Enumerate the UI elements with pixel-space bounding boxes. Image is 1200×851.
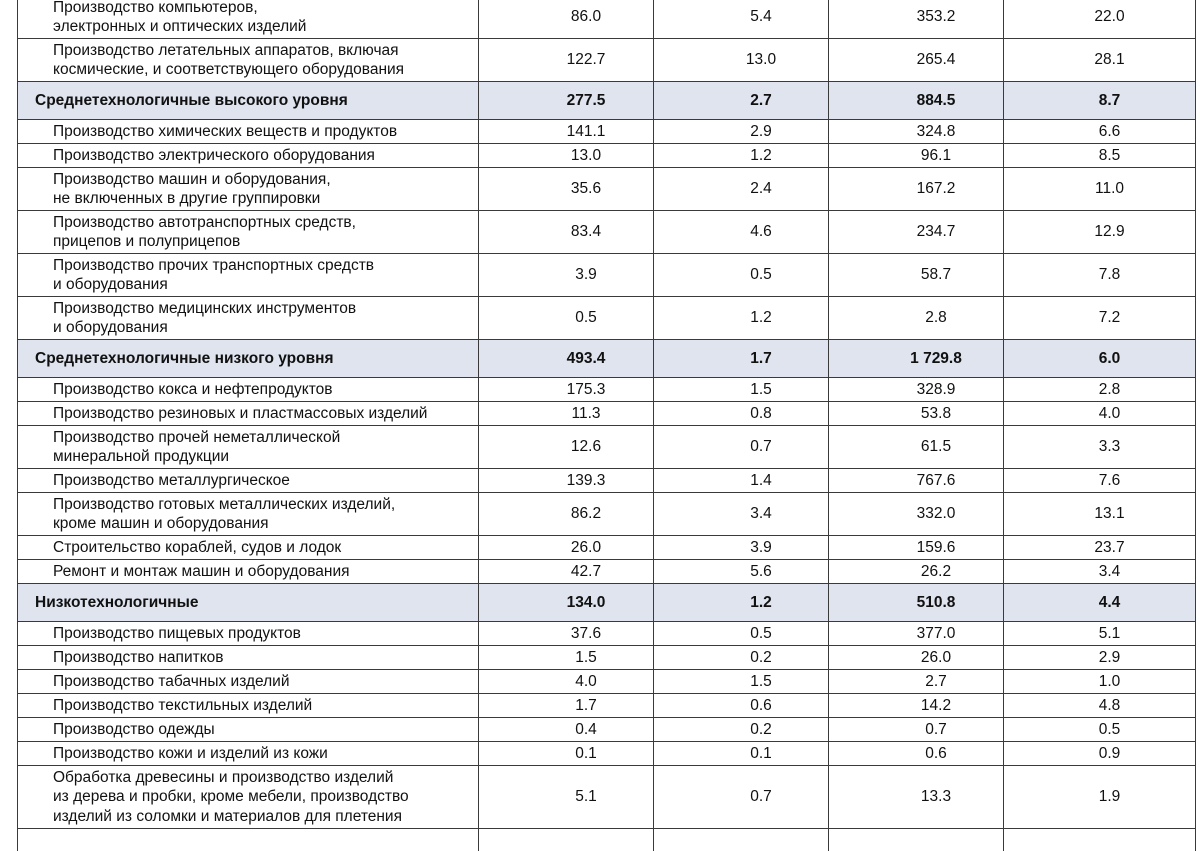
row-label-line: из дерева и пробки, кроме мебели, производство (53, 787, 474, 807)
row-label (18, 646, 479, 670)
value-cell-col4: 7.2 (1004, 297, 1196, 340)
row-label (18, 168, 479, 211)
table-row (18, 646, 1196, 670)
value-cell-col1: 122.7 (479, 39, 654, 82)
value-cell-col3: 58.7 (829, 254, 1004, 297)
row-label (18, 536, 479, 560)
row-label (18, 82, 479, 120)
value-cell-col1: 4.0 (479, 670, 654, 694)
value-cell-col4: 8.5 (1004, 144, 1196, 168)
section-row (18, 340, 1196, 378)
value-cell-col2: 2.9 (654, 120, 829, 144)
row-label-line: Низкотехнологичные (35, 593, 474, 613)
value-cell-col1: 12.6 (479, 426, 654, 469)
value-cell-col1: 139.3 (479, 469, 654, 493)
value-cell-col4: 6.6 (1004, 120, 1196, 144)
value-cell-col1: 86.2 (479, 493, 654, 536)
row-label-line: Производство компьютеров, (53, 0, 474, 17)
row-label (18, 297, 479, 340)
value-cell-col2: 0.5 (654, 254, 829, 297)
value-cell-col3: 1 729.8 (829, 340, 1004, 378)
row-label (18, 254, 479, 297)
row-label-line: Производство пищевых продуктов (53, 624, 474, 644)
value-cell-col3: 353.2 (829, 0, 1004, 39)
row-label-line: прицепов и полуприцепов (53, 232, 474, 252)
value-cell-col3: 324.8 (829, 120, 1004, 144)
table-row (18, 168, 1196, 211)
value-cell-col2: 0.2 (654, 718, 829, 742)
row-label (18, 584, 479, 622)
value-cell-col2: 3.4 (654, 493, 829, 536)
row-label (18, 120, 479, 144)
value-cell-col4: 8.7 (1004, 82, 1196, 120)
value-cell-col3: 2.7 (829, 670, 1004, 694)
value-cell-col1: 175.3 (479, 378, 654, 402)
value-cell-col3: 13.3 (829, 766, 1004, 829)
row-label-line: Производство прочей неметаллической (53, 428, 474, 448)
cell-empty (654, 829, 829, 851)
row-label-line: Ремонт и монтаж машин и оборудования (53, 562, 474, 582)
value-cell-col4: 0.5 (1004, 718, 1196, 742)
value-cell-col1: 1.5 (479, 646, 654, 670)
value-cell-col2: 1.2 (654, 297, 829, 340)
table-row (18, 297, 1196, 340)
value-cell-col1: 141.1 (479, 120, 654, 144)
row-label (18, 0, 479, 39)
value-cell-col2: 0.2 (654, 646, 829, 670)
value-cell-col1: 35.6 (479, 168, 654, 211)
value-cell-col1: 134.0 (479, 584, 654, 622)
row-label (18, 426, 479, 469)
value-cell-col3: 61.5 (829, 426, 1004, 469)
row-label (18, 560, 479, 584)
value-cell-col4: 28.1 (1004, 39, 1196, 82)
value-cell-col3: 159.6 (829, 536, 1004, 560)
value-cell-col3: 96.1 (829, 144, 1004, 168)
value-cell-col1: 37.6 (479, 622, 654, 646)
row-label (18, 144, 479, 168)
row-label-line: Производство летательных аппаратов, включая (53, 41, 474, 61)
table-row (18, 378, 1196, 402)
value-cell-col1: 0.5 (479, 297, 654, 340)
table-row (18, 718, 1196, 742)
cell-empty (1004, 829, 1196, 851)
row-label-line: Производство автотранспортных средств, (53, 213, 474, 233)
table-row (18, 426, 1196, 469)
table-row (18, 469, 1196, 493)
row-label (18, 718, 479, 742)
value-cell-col2: 1.5 (654, 378, 829, 402)
value-cell-col4: 4.4 (1004, 584, 1196, 622)
value-cell-col1: 11.3 (479, 402, 654, 426)
value-cell-col3: 167.2 (829, 168, 1004, 211)
technology-level-table (17, 0, 1196, 851)
row-label-line: Производство напитков (53, 648, 474, 668)
value-cell-col4: 6.0 (1004, 340, 1196, 378)
row-label-line: Производство химических веществ и продуктов (53, 122, 474, 142)
value-cell-col2: 0.7 (654, 426, 829, 469)
row-label-line: Производство кокса и нефтепродуктов (53, 380, 474, 400)
value-cell-col3: 26.0 (829, 646, 1004, 670)
table-body (18, 0, 1196, 829)
value-cell-col1: 42.7 (479, 560, 654, 584)
row-label (18, 766, 479, 829)
row-label-line: Среднетехнологичные высокого уровня (35, 91, 474, 111)
cell-empty (479, 829, 654, 851)
row-label-line: электронных и оптических изделий (53, 17, 474, 37)
table-row (18, 536, 1196, 560)
table-row (18, 120, 1196, 144)
row-label (18, 402, 479, 426)
table-row (18, 742, 1196, 766)
value-cell-col4: 1.0 (1004, 670, 1196, 694)
value-cell-col1: 0.1 (479, 742, 654, 766)
value-cell-col1: 1.7 (479, 694, 654, 718)
value-cell-col2: 3.9 (654, 536, 829, 560)
value-cell-col2: 1.2 (654, 144, 829, 168)
value-cell-col4: 0.9 (1004, 742, 1196, 766)
value-cell-col1: 13.0 (479, 144, 654, 168)
value-cell-col2: 4.6 (654, 211, 829, 254)
row-label-line: Производство электрического оборудования (53, 146, 474, 166)
section-row (18, 82, 1196, 120)
value-cell-col2: 1.5 (654, 670, 829, 694)
value-cell-col4: 7.6 (1004, 469, 1196, 493)
row-label-line: Производство табачных изделий (53, 672, 474, 692)
table-row (18, 0, 1196, 39)
value-cell-col1: 0.4 (479, 718, 654, 742)
row-label (18, 622, 479, 646)
value-cell-col4: 22.0 (1004, 0, 1196, 39)
value-cell-col2: 0.8 (654, 402, 829, 426)
cell-empty (829, 829, 1004, 851)
value-cell-col3: 332.0 (829, 493, 1004, 536)
row-label-line: Производство резиновых и пластмассовых изделий (53, 404, 474, 424)
row-label-line: Производство текстильных изделий (53, 696, 474, 716)
row-label-line: изделий из соломки и материалов для плетения (53, 807, 474, 827)
row-label-line: минеральной продукции (53, 447, 474, 467)
table-row (18, 560, 1196, 584)
row-label (18, 378, 479, 402)
value-cell-col4: 12.9 (1004, 211, 1196, 254)
value-cell-col2: 5.4 (654, 0, 829, 39)
value-cell-col4: 11.0 (1004, 168, 1196, 211)
value-cell-col3: 884.5 (829, 82, 1004, 120)
value-cell-col2: 0.5 (654, 622, 829, 646)
table-row (18, 829, 1196, 851)
value-cell-col2: 0.1 (654, 742, 829, 766)
row-label-line: космические, и соответствующего оборудования (53, 60, 474, 80)
row-label-line: Обработка древесины и производство изделий (53, 768, 474, 788)
table-row (18, 211, 1196, 254)
value-cell-col1: 277.5 (479, 82, 654, 120)
row-label-line: Производство одежды (53, 720, 474, 740)
value-cell-col1: 5.1 (479, 766, 654, 829)
section-row (18, 584, 1196, 622)
table-row (18, 766, 1196, 829)
row-label (18, 670, 479, 694)
value-cell-col2: 1.2 (654, 584, 829, 622)
value-cell-col4: 13.1 (1004, 493, 1196, 536)
value-cell-col3: 26.2 (829, 560, 1004, 584)
table-row (18, 622, 1196, 646)
value-cell-col3: 53.8 (829, 402, 1004, 426)
value-cell-col2: 13.0 (654, 39, 829, 82)
row-label-line: Производство машин и оборудования, (53, 170, 474, 190)
value-cell-col4: 3.4 (1004, 560, 1196, 584)
row-label-line: Производство кожи и изделий из кожи (53, 744, 474, 764)
value-cell-col2: 1.7 (654, 340, 829, 378)
row-label-line: Производство медицинских инструментов (53, 299, 474, 319)
value-cell-col4: 2.8 (1004, 378, 1196, 402)
value-cell-col4: 3.3 (1004, 426, 1196, 469)
row-label (18, 742, 479, 766)
row-label-line: и оборудования (53, 318, 474, 338)
value-cell-col2: 2.7 (654, 82, 829, 120)
value-cell-col1: 3.9 (479, 254, 654, 297)
value-cell-col2: 0.6 (654, 694, 829, 718)
row-label (18, 39, 479, 82)
value-cell-col3: 510.8 (829, 584, 1004, 622)
value-cell-col4: 4.8 (1004, 694, 1196, 718)
row-label-line: Производство готовых металлических изделий, (53, 495, 474, 515)
value-cell-col3: 767.6 (829, 469, 1004, 493)
value-cell-col4: 23.7 (1004, 536, 1196, 560)
row-label-line: Производство прочих транспортных средств (53, 256, 474, 276)
table-row (18, 402, 1196, 426)
value-cell-col4: 1.9 (1004, 766, 1196, 829)
row-label-line: и оборудования (53, 275, 474, 295)
value-cell-col4: 2.9 (1004, 646, 1196, 670)
value-cell-col2: 1.4 (654, 469, 829, 493)
value-cell-col3: 0.7 (829, 718, 1004, 742)
row-label (18, 694, 479, 718)
value-cell-col3: 328.9 (829, 378, 1004, 402)
value-cell-col1: 83.4 (479, 211, 654, 254)
value-cell-col2: 2.4 (654, 168, 829, 211)
row-label-line: Строительство кораблей, судов и лодок (53, 538, 474, 558)
value-cell-col1: 493.4 (479, 340, 654, 378)
value-cell-col3: 0.6 (829, 742, 1004, 766)
value-cell-col2: 5.6 (654, 560, 829, 584)
row-label (18, 493, 479, 536)
table-row (18, 493, 1196, 536)
value-cell-col3: 14.2 (829, 694, 1004, 718)
value-cell-col3: 265.4 (829, 39, 1004, 82)
value-cell-col3: 377.0 (829, 622, 1004, 646)
value-cell-col4: 5.1 (1004, 622, 1196, 646)
table-row (18, 39, 1196, 82)
row-label (18, 469, 479, 493)
row-label-line: Среднетехнологичные низкого уровня (35, 349, 474, 369)
row-label-line: кроме машин и оборудования (53, 514, 474, 534)
value-cell-col3: 234.7 (829, 211, 1004, 254)
table-row (18, 254, 1196, 297)
table-row (18, 670, 1196, 694)
value-cell-col3: 2.8 (829, 297, 1004, 340)
row-label-line: Производство металлургическое (53, 471, 474, 491)
value-cell-col1: 26.0 (479, 536, 654, 560)
row-label (18, 211, 479, 254)
table-row (18, 144, 1196, 168)
value-cell-col4: 7.8 (1004, 254, 1196, 297)
row-label-line: не включенных в другие группировки (53, 189, 474, 209)
value-cell-col1: 86.0 (479, 0, 654, 39)
row-label-empty (18, 829, 479, 851)
value-cell-col4: 4.0 (1004, 402, 1196, 426)
value-cell-col2: 0.7 (654, 766, 829, 829)
table-row (18, 694, 1196, 718)
row-label (18, 340, 479, 378)
